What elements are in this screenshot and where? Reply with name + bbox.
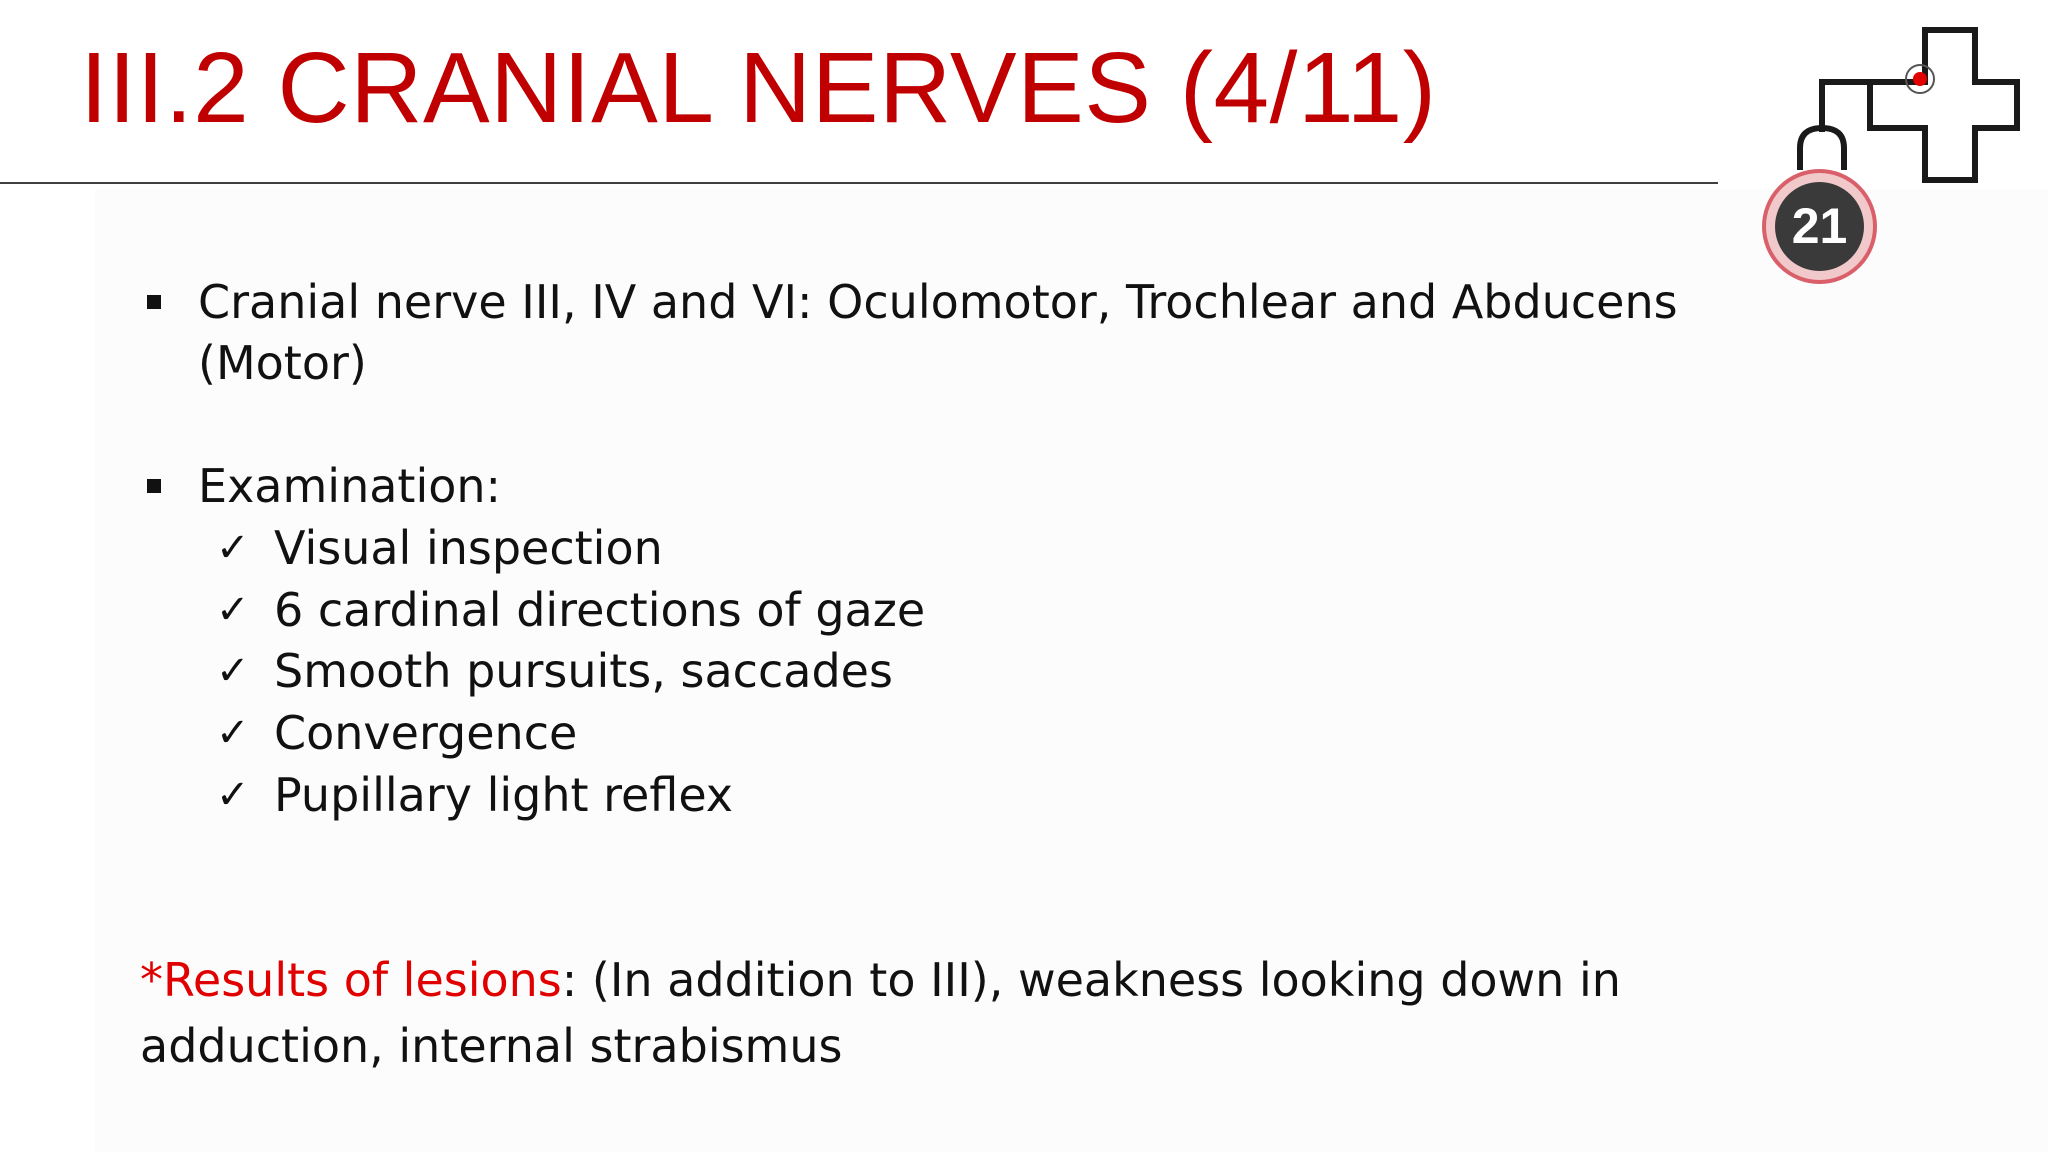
lesion-label: *Results of lesions [140, 953, 562, 1007]
bullet-text: Cranial nerve III, IV and VI: Oculomotor, Trochlear and Abducens [198, 275, 1678, 329]
check-icon: ✓ [216, 587, 250, 633]
checklist-text: Convergence [274, 706, 578, 760]
bullet-text: (Motor) [198, 336, 367, 390]
title-divider [0, 182, 1718, 184]
lesion-text: : (In addition to III), weakness looking down in adduction, internal strabismus [140, 953, 1621, 1073]
checklist-text: Visual inspection [274, 521, 663, 575]
lesion-note [140, 947, 1700, 1079]
check-icon: ✓ [216, 648, 250, 694]
page-number-badge [1762, 169, 1877, 284]
square-bullet-icon [147, 479, 161, 493]
slide-title: III.2 CRANIAL NERVES (4/11) [80, 32, 1437, 144]
checklist-text: Pupillary light reflex [274, 768, 734, 822]
bullet-text: Examination: [198, 459, 502, 513]
check-icon: ✓ [216, 772, 250, 818]
check-icon: ✓ [216, 525, 250, 571]
check-icon: ✓ [216, 710, 250, 756]
square-bullet-icon [147, 295, 161, 309]
page-number: 21 [1775, 182, 1864, 271]
checklist-text: Smooth pursuits, saccades [274, 644, 893, 698]
checklist-text: 6 cardinal directions of gaze [274, 583, 926, 637]
